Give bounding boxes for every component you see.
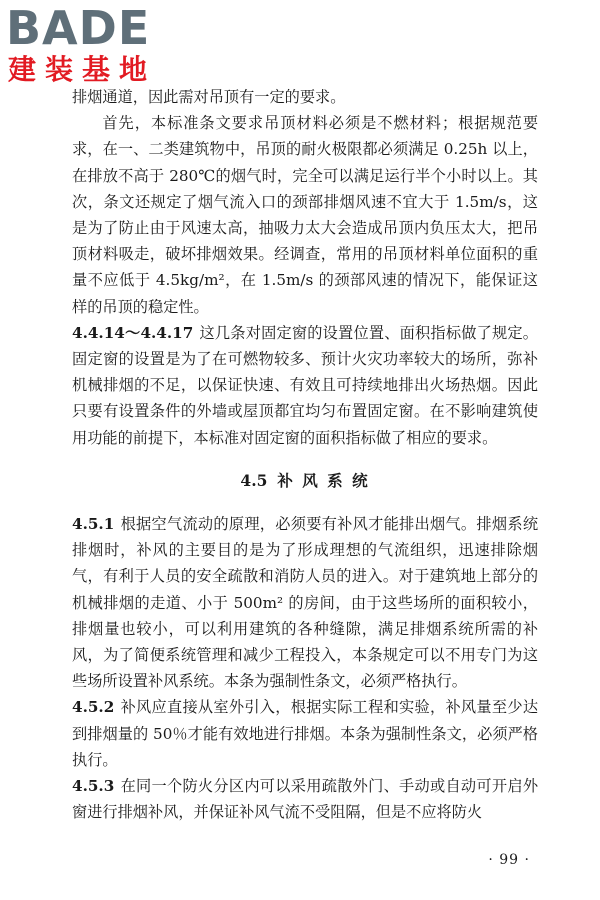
clause-text: 补风应直接从室外引入，根据实际工程和实验，补风量至少达到排烟量的 50％才能有效地进行排烟。本条为强制性条文，必须严格执行。 bbox=[72, 698, 538, 769]
clause-text: 这几条对固定窗的设置位置、面积指标做了规定。固定窗的设置是为了在可燃物较多、预计火灾功率较大的场所，弥补机械排烟的不足，以保证快速、有效且可持续地排出火场热烟。因此只要有设置条件的外墙或屋顶都宜均匀布置固定窗。在不影响建筑使用功能的前提下，本标准对固定窗的面积指标做了相应的要求。 bbox=[72, 323, 538, 447]
clause-4-4-14-17 bbox=[72, 320, 538, 451]
section-heading bbox=[72, 468, 538, 494]
section-title: 补 风 系 统 bbox=[277, 470, 370, 490]
document-body bbox=[72, 84, 538, 825]
logo-wordmark: BADE bbox=[6, 1, 151, 55]
clause-text: 在同一个防火分区内可以采用疏散外门、手动或自动可开启外窗进行排烟补风，并保证补风气流不受阻隔，但是不应将防火 bbox=[72, 777, 538, 822]
clause-number: 4.5.1 bbox=[72, 515, 115, 534]
paragraph-continuation: 排烟通道，因此需对吊顶有一定的要求。 bbox=[72, 88, 346, 106]
clause-number: 4.5.3 bbox=[72, 777, 115, 796]
clause-4-5-1 bbox=[72, 511, 538, 694]
bade-logo bbox=[6, 1, 176, 90]
clause-text: 根据空气流动的原理，必须要有补风才能排出烟气。排烟系统排烟时，补风的主要目的是为了形成理想的气流组织，迅速排除烟气，有利于人员的安全疏散和消防人员的进入。对于建筑地上部分的机械排烟的走道、小于 500m² 的房间，由于这些场所的面积较小，排烟量也较小，可以利用建筑的各种缝隙，满足排烟系统所需的补风，为了简便系统管理和减少工程投入，本条规定可以不用专门为这些场所设置补风系统。本条为强制性条文，必须严格执行。 bbox=[72, 515, 538, 691]
logo-subtitle: 建装基地 bbox=[8, 53, 157, 86]
page-number: · 99 · bbox=[488, 852, 530, 868]
clause-number: 4.4.14～4.4.17 bbox=[72, 323, 194, 342]
clause-4-5-2 bbox=[72, 694, 538, 773]
section-number: 4.5 bbox=[240, 470, 268, 490]
clause-4-5-3 bbox=[72, 773, 538, 825]
clause-number: 4.5.2 bbox=[72, 698, 115, 717]
paragraph-ceiling-requirements: 首先，本标准条文要求吊顶材料必须是不燃材料；根据规范要求，在一、二类建筑物中，吊顶的耐火极限都必须满足 0.25h 以上，在排放不高于 280℃的烟气时，完全可以满足运行半个小时以上。其次，条文还规定了烟气流入口的颈部排烟风速不宜大于 1.5m/s，这是为了防止由于风速太高，抽吸力太大会造成吊顶内负压太大，把吊顶材料吸走，破坏排烟效果。经调查，常用的吊顶材料单位面积的重量不应低于 4.5kg/m²，在 1.5m/s 的颈部风速的情况下，能保证这样的吊顶的稳定性。 bbox=[72, 114, 538, 316]
